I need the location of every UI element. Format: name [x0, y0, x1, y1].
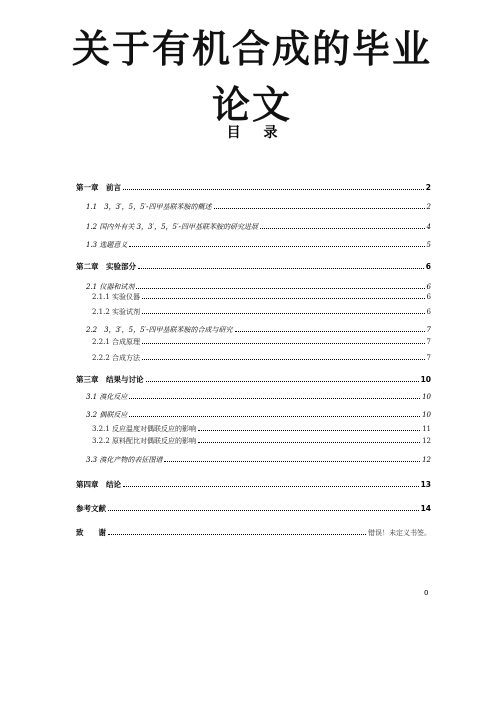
toc-entry-page: 12 — [422, 437, 431, 445]
toc-entry-label: 3.2.2 原料配比对偶联反应的影响 — [92, 437, 197, 445]
toc-entry-page-error: 错误！未定义书签。 — [368, 528, 431, 537]
toc-entry-label: 1.3 选题意义 — [86, 241, 128, 249]
toc-leader — [235, 331, 425, 332]
toc-entry-3-2-2[interactable] — [76, 438, 431, 445]
toc-leader — [142, 343, 424, 344]
toc-entry-chapter-4[interactable] — [76, 481, 431, 489]
toc-entry-label: 参考文献 — [76, 504, 106, 513]
page-number: 0 — [424, 589, 429, 597]
toc-entry-label: 第一章 前言 — [76, 183, 121, 192]
toc-entry-2-1-1[interactable] — [76, 294, 431, 301]
toc-entry-chapter-3[interactable] — [76, 376, 431, 384]
toc-entry-2-2-2[interactable] — [76, 355, 431, 362]
toc-entry-3-1[interactable] — [76, 394, 431, 401]
toc-leader — [138, 268, 424, 269]
toc-entry-page: 14 — [420, 504, 431, 513]
document-title-line-2: 论文 — [211, 83, 292, 127]
toc-leader — [123, 486, 419, 487]
toc-leader — [129, 416, 420, 417]
toc-leader — [198, 430, 420, 431]
toc-entry-page: 7 — [426, 354, 431, 362]
toc-heading-char-1: 目 — [226, 125, 241, 141]
toc-entry-references[interactable] — [76, 505, 431, 513]
toc-leader — [123, 189, 424, 190]
toc-entry-page: 7 — [426, 338, 431, 346]
toc-leader — [198, 442, 420, 443]
toc-leader — [136, 288, 424, 289]
toc-entry-label: 1.2 国内外有关 3，3′，5，5′-四甲基联苯胺的研究进展 — [86, 223, 258, 231]
toc-heading — [0, 122, 504, 142]
toc-entry-label: 2.1 仪器和试剂 — [86, 283, 135, 291]
toc-entry-label: 3.2 偶联反应 — [86, 411, 128, 419]
toc-entry-3-3[interactable] — [76, 457, 431, 464]
toc-entry-chapter-2[interactable] — [76, 263, 431, 271]
toc-entry-page: 13 — [420, 480, 431, 489]
toc-leader — [129, 398, 420, 399]
toc-entry-1-3[interactable] — [76, 242, 431, 249]
toc-entry-2-1[interactable] — [76, 284, 431, 291]
toc-entry-2-2-1[interactable] — [76, 339, 431, 346]
toc-entry-label: 第四章 结论 — [76, 480, 121, 489]
toc-leader — [164, 461, 420, 462]
toc-entry-1-2[interactable] — [76, 224, 431, 231]
toc-entry-label: 致 谢 — [76, 528, 106, 537]
toc-leader — [108, 510, 419, 511]
toc-entry-label: 第三章 结果与讨论 — [76, 375, 144, 384]
toc-entry-page: 6 — [426, 283, 431, 291]
toc-leader — [142, 298, 424, 299]
toc-entry-label: 2.1.1 实验仪器 — [92, 293, 141, 301]
toc-entry-page: 2 — [425, 183, 431, 192]
toc-entry-2-1-2[interactable] — [76, 309, 431, 316]
toc-entry-page: 10 — [422, 393, 431, 401]
toc-leader — [146, 381, 419, 382]
toc-entry-page: 6 — [425, 262, 431, 271]
toc-entry-page: 10 — [422, 411, 431, 419]
toc-leader — [142, 359, 424, 360]
toc-entry-label: 3.3 溴化产物的表征图谱 — [86, 456, 163, 464]
toc-entry-2-2[interactable] — [76, 327, 431, 334]
toc-entry-page: 11 — [422, 425, 431, 433]
toc-entry-page: 6 — [426, 308, 431, 316]
toc-entry-label: 2.2.1 合成原理 — [92, 338, 141, 346]
toc-entry-label: 3.1 溴化反应 — [86, 393, 128, 401]
toc-entry-3-2-1[interactable] — [76, 426, 431, 433]
toc-entry-label: 2.1.2 实验试剂 — [92, 308, 141, 316]
toc-leader — [129, 246, 424, 247]
document-title-line-1: 关于有机合成的毕业 — [71, 27, 432, 71]
toc-entry-page: 4 — [426, 223, 431, 231]
toc-entry-3-2[interactable] — [76, 412, 431, 419]
toc-entry-page: 10 — [420, 375, 431, 384]
toc-entry-page: 5 — [426, 241, 431, 249]
toc-entry-page: 7 — [426, 326, 431, 334]
toc-leader — [108, 534, 366, 535]
toc-entry-page: 12 — [422, 456, 431, 464]
toc-entry-page: 2 — [426, 203, 431, 211]
toc-entry-chapter-1[interactable] — [76, 184, 431, 192]
toc-leader — [214, 208, 425, 209]
toc-entry-label: 2.2 3，3′，5，5′-四甲基联苯胺的合成与研究 — [86, 326, 233, 334]
toc-heading-char-2: 录 — [263, 125, 278, 141]
toc-entry-label: 1.1 3，3′，5，5′-四甲基联苯胺的概述 — [86, 203, 212, 211]
toc-entry-1-1[interactable] — [76, 204, 431, 211]
toc-entry-label: 2.2.2 合成方法 — [92, 354, 141, 362]
toc-entry-page: 6 — [426, 293, 431, 301]
toc-entry-label: 3.2.1 反应温度对偶联反应的影响 — [92, 425, 197, 433]
toc-leader — [260, 228, 425, 229]
toc-leader — [142, 313, 424, 314]
toc-entry-acknowledgements[interactable] — [76, 529, 431, 537]
toc-entry-label: 第二章 实验部分 — [76, 262, 136, 271]
